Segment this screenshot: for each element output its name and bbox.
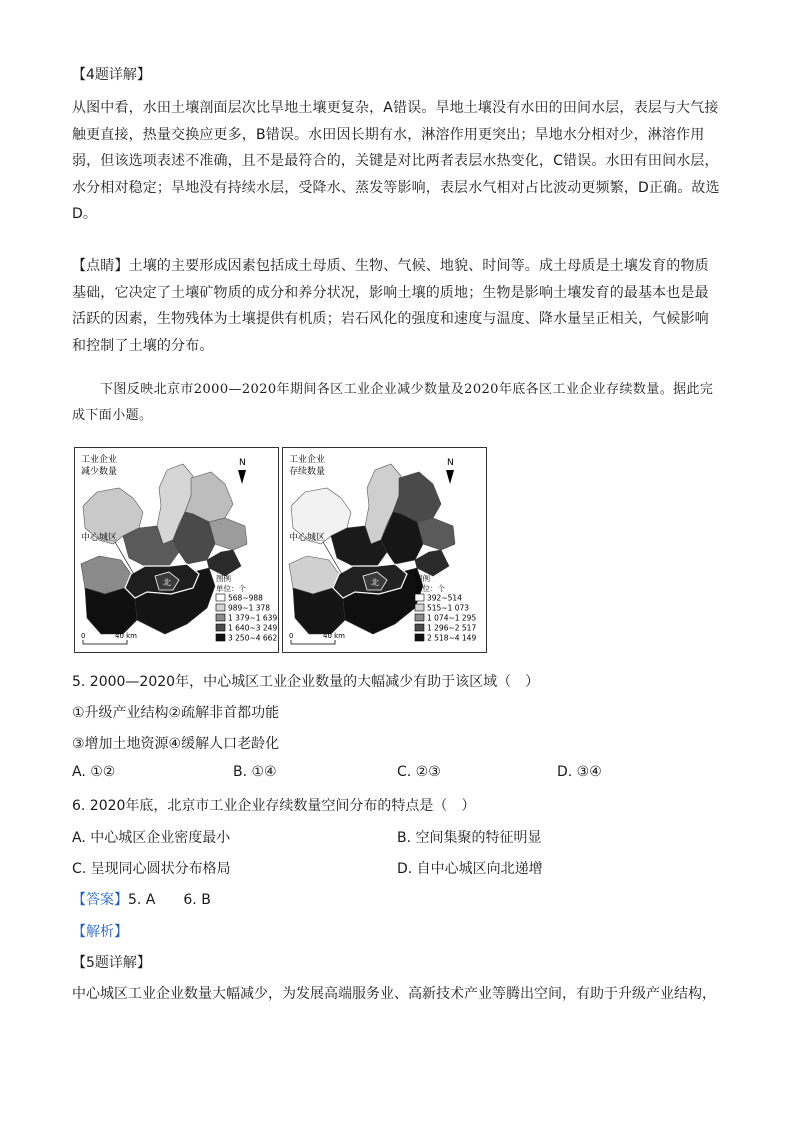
legend-swatch-1 (415, 594, 424, 601)
city-marker: 北 (371, 578, 379, 587)
legend-class-4: 1 640~3 249 (228, 623, 278, 633)
map-remaining-figure (283, 448, 486, 652)
q6-option-a[interactable]: A. 中心城区企业密度最小 (72, 830, 231, 846)
legend-swatch-2 (415, 604, 424, 611)
analysis-tag: 【解析】 (72, 924, 128, 940)
q4-explanation: 从图中看，水田土壤剖面层次比旱地土壤更复杂，A错误。旱地土壤没有水田的田间水层，表层与大气接触更直接，热量交换应更多，B错误。水田因长期有水，淋溶作用更突出；旱地水分相对少，淋溶作用弱，但该选项表述不准确，且不是最符合的，关键是对比两者表层水热变化，C错误。水田有田间水层，水分相对稳定；旱地没有持续水层，受降水、蒸发等影响，表层水气相对占比波动更频繁，D正确。故选D。 (72, 100, 720, 222)
district-fangshan (293, 588, 345, 634)
legend-class-3: 1 379~1 639 (228, 613, 278, 623)
legend-class-5: 3 250~4 662 (228, 633, 278, 643)
legend-swatch-2 (216, 604, 225, 611)
q6-option-c[interactable]: C. 呈现同心圆状分布格局 (72, 861, 231, 877)
question-intro: 下图反映北京市2000—2020年期间各区工业企业减少数量及2020年底各区工业企业存续数量。据此完成下面小题。 (72, 382, 714, 423)
map-reduction (74, 447, 279, 653)
tip-header: 【点睛】 (72, 258, 129, 274)
legend-swatch-4 (216, 624, 225, 631)
district-fangshan (85, 588, 137, 634)
q5-option-d[interactable]: D. ③④ (557, 764, 602, 780)
scale-label: 40 km (115, 632, 138, 640)
legend-class-3: 1 074~1 295 (427, 613, 477, 623)
scale-bar (83, 640, 127, 644)
legend-class-4: 1 296~2 517 (427, 623, 477, 633)
tip-body: 土壤的主要形成因素包括成土母质、生物、气候、地貌、时间等。成土母质是土壤发育的物质基础，它决定了土壤矿物质的成分和养分状况，影响土壤的质地；生物是影响土壤发育的最基本也是最活跃的因素，生物残体为土壤提供有机质；岩石风化的强度和速度与温度、降水量呈正相关，气候影响和控制了土壤的分布。 (72, 258, 709, 354)
map-title-line1: 工业企业 (289, 455, 326, 465)
map-title-line2: 减少数量 (81, 467, 118, 477)
district-east-band (415, 550, 449, 576)
legend-swatch-1 (216, 594, 225, 601)
legend-class-5: 2 518~4 149 (427, 633, 477, 643)
north-label: N (447, 458, 454, 468)
legend-swatch-3 (415, 614, 424, 621)
q4-header: 【4题详解】 (72, 67, 151, 83)
q5-stem: 5. 2000—2020年，中心城区工业企业数量的大幅减少有助于该区域（ ） (72, 674, 540, 690)
district-east-band (207, 550, 241, 576)
legend-swatch-3 (216, 614, 225, 621)
scale-label: 40 km (323, 632, 346, 640)
north-arrow-icon (446, 470, 454, 484)
legend-swatch-4 (415, 624, 424, 631)
q5-detail-body: 中心城区工业企业数量大幅减少，为发展高端服务业、高新技术产业等腾出空间，有助于升级产业结构， (72, 986, 716, 1002)
q5-statements-1: ①升级产业结构②疏解非首都功能 (72, 705, 280, 721)
legend-class-1: 392~514 (427, 593, 462, 603)
north-label: N (239, 458, 246, 468)
legend-title: 图例 (216, 574, 231, 583)
legend-class-1: 568~988 (228, 593, 263, 603)
city-marker: 北 (163, 578, 171, 587)
map-reduction-figure (75, 448, 278, 652)
map-title-line2: 存续数量 (289, 467, 326, 477)
legend-swatch-5 (415, 634, 424, 641)
north-arrow-icon (238, 470, 246, 484)
legend-class-2: 515~1 073 (427, 603, 470, 613)
legend-swatch-5 (216, 634, 225, 641)
scale-zero: 0 (81, 632, 86, 640)
scale-zero: 0 (289, 632, 294, 640)
q5-option-c[interactable]: C. ②③ (397, 764, 441, 780)
center-label: 中心城区 (289, 533, 326, 543)
legend-class-2: 989~1 378 (228, 603, 271, 613)
answer-text: 5. A 6. B (128, 892, 211, 908)
center-label: 中心城区 (81, 533, 118, 543)
q6-option-d[interactable]: D. 自中心城区向北递增 (397, 861, 543, 877)
answer-tag: 【答案】 (72, 892, 128, 908)
answer-line (72, 889, 211, 909)
q5-detail-header: 【5题详解】 (72, 955, 151, 971)
q5-option-b[interactable]: B. ①④ (233, 764, 277, 780)
scale-bar (291, 640, 335, 644)
tip-paragraph (72, 253, 722, 359)
q6-option-b[interactable]: B. 空间集聚的特征明显 (397, 830, 542, 846)
legend-title: 图例 (415, 574, 430, 583)
legend-unit: 单位：个 (216, 584, 246, 593)
legend-unit: 单位：个 (415, 584, 445, 593)
map-title-line1: 工业企业 (81, 455, 118, 465)
q5-statements-2: ③增加土地资源④缓解人口老龄化 (72, 736, 280, 752)
q5-option-a[interactable]: A. ①② (72, 764, 116, 780)
map-remaining (282, 447, 487, 653)
q6-stem: 6. 2020年底，北京市工业企业存续数量空间分布的特点是（ ） (72, 798, 476, 814)
